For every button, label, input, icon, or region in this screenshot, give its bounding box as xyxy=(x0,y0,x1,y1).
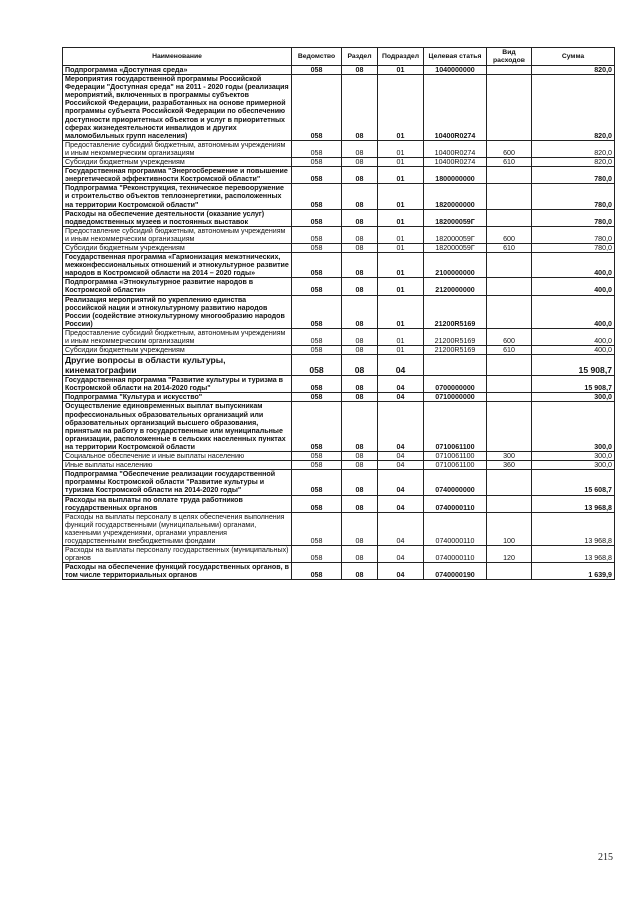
cell-subsection: 01 xyxy=(378,158,424,167)
cell-name: Предоставление субсидий бюджетным, автономным учреждениям и иным некоммерческим организациям xyxy=(63,328,292,345)
cell-target: 182000059Г xyxy=(424,226,487,243)
table-row xyxy=(63,243,615,252)
cell-expense-type: 610 xyxy=(487,243,532,252)
cell-amount: 400,0 xyxy=(532,278,615,295)
cell-subsection: 04 xyxy=(378,512,424,545)
header-expense-type: Вид расходов xyxy=(487,48,532,66)
cell-amount: 400,0 xyxy=(532,346,615,355)
cell-subsection: 04 xyxy=(378,393,424,402)
cell-amount: 15 608,7 xyxy=(532,470,615,495)
cell-name: Социальное обеспечение и иные выплаты населению xyxy=(63,452,292,461)
cell-target xyxy=(424,355,487,376)
cell-expense-type xyxy=(487,402,532,452)
cell-name: Расходы на обеспечение функций государственных органов, в том числе территориальных органов xyxy=(63,563,292,580)
cell-amount: 780,0 xyxy=(532,184,615,209)
cell-amount: 300,0 xyxy=(532,461,615,470)
table-row xyxy=(63,495,615,512)
cell-amount: 15 908,7 xyxy=(532,355,615,376)
cell-name: Другие вопросы в области культуры, кинематографии xyxy=(63,355,292,376)
cell-name: Подпрограмма "Обеспечение реализации государственной программы Костромской области "Развитие культуры и туризма Костромской области на 2014-2020 годы" xyxy=(63,470,292,495)
cell-expense-type: 610 xyxy=(487,346,532,355)
cell-name: Расходы на выплаты по оплате труда работников государственных органов xyxy=(63,495,292,512)
cell-target: 2120000000 xyxy=(424,278,487,295)
cell-name: Государственная программа "Энергосбережение и повышение энергетической эффективности Костромской области" xyxy=(63,167,292,184)
cell-subsection: 01 xyxy=(378,346,424,355)
cell-section: 08 xyxy=(342,226,378,243)
cell-section: 08 xyxy=(342,167,378,184)
cell-amount: 15 908,7 xyxy=(532,376,615,393)
cell-subsection: 01 xyxy=(378,253,424,278)
table-row xyxy=(63,393,615,402)
cell-amount: 300,0 xyxy=(532,452,615,461)
cell-expense-type: 120 xyxy=(487,546,532,563)
table-row xyxy=(63,376,615,393)
cell-target: 0710061100 xyxy=(424,452,487,461)
cell-expense-type xyxy=(487,495,532,512)
cell-target: 182000059Г xyxy=(424,243,487,252)
cell-department: 058 xyxy=(292,140,342,157)
cell-section: 08 xyxy=(342,452,378,461)
cell-expense-type xyxy=(487,376,532,393)
cell-section: 08 xyxy=(342,209,378,226)
cell-subsection: 01 xyxy=(378,226,424,243)
cell-target: 0740000110 xyxy=(424,495,487,512)
cell-target: 21200R5169 xyxy=(424,346,487,355)
cell-department: 058 xyxy=(292,328,342,345)
table-header-row xyxy=(63,48,615,66)
cell-amount: 820,0 xyxy=(532,66,615,75)
cell-subsection: 04 xyxy=(378,355,424,376)
cell-expense-type xyxy=(487,184,532,209)
cell-department: 058 xyxy=(292,461,342,470)
cell-amount: 300,0 xyxy=(532,393,615,402)
cell-target: 2100000000 xyxy=(424,253,487,278)
cell-subsection: 01 xyxy=(378,66,424,75)
cell-subsection: 04 xyxy=(378,376,424,393)
cell-name: Государственная программа "Развитие культуры и туризма в Костромской области на 2014-2020 годы" xyxy=(63,376,292,393)
cell-department: 058 xyxy=(292,184,342,209)
table-row xyxy=(63,167,615,184)
cell-amount: 13 968,8 xyxy=(532,546,615,563)
cell-subsection: 04 xyxy=(378,452,424,461)
cell-target: 21200R5169 xyxy=(424,295,487,328)
cell-target: 1800000000 xyxy=(424,167,487,184)
cell-name: Субсидии бюджетным учреждениям xyxy=(63,158,292,167)
table-row xyxy=(63,158,615,167)
cell-target: 0710000000 xyxy=(424,393,487,402)
header-section: Раздел xyxy=(342,48,378,66)
table-row xyxy=(63,184,615,209)
header-name: Наименование xyxy=(63,48,292,66)
cell-name: Предоставление субсидий бюджетным, автономным учреждениям и иным некоммерческим организациям xyxy=(63,140,292,157)
cell-target: 10400R0274 xyxy=(424,158,487,167)
cell-amount: 780,0 xyxy=(532,209,615,226)
cell-expense-type xyxy=(487,563,532,580)
cell-expense-type xyxy=(487,278,532,295)
cell-amount: 400,0 xyxy=(532,328,615,345)
cell-subsection: 01 xyxy=(378,184,424,209)
cell-target: 0700000000 xyxy=(424,376,487,393)
cell-name: Подпрограмма «Этнокультурное развитие народов в Костромской области» xyxy=(63,278,292,295)
cell-expense-type: 600 xyxy=(487,328,532,345)
cell-section: 08 xyxy=(342,184,378,209)
table-row xyxy=(63,253,615,278)
cell-amount: 820,0 xyxy=(532,75,615,141)
cell-amount: 400,0 xyxy=(532,295,615,328)
cell-expense-type: 100 xyxy=(487,512,532,545)
cell-department: 058 xyxy=(292,346,342,355)
cell-expense-type xyxy=(487,66,532,75)
cell-name: Реализация мероприятий по укреплению единства российской нации и этнокультурному развитию народов России (содействие этнокультурному многообразию народов России) xyxy=(63,295,292,328)
cell-target: 0740000190 xyxy=(424,563,487,580)
cell-amount: 780,0 xyxy=(532,243,615,252)
page-number: 215 xyxy=(598,852,613,863)
cell-section: 08 xyxy=(342,243,378,252)
cell-expense-type: 360 xyxy=(487,461,532,470)
cell-section: 08 xyxy=(342,563,378,580)
cell-expense-type xyxy=(487,253,532,278)
cell-target: 182000059Г xyxy=(424,209,487,226)
cell-target: 10400R0274 xyxy=(424,140,487,157)
table-row xyxy=(63,452,615,461)
cell-department: 058 xyxy=(292,295,342,328)
cell-expense-type: 610 xyxy=(487,158,532,167)
cell-subsection: 01 xyxy=(378,328,424,345)
cell-expense-type xyxy=(487,470,532,495)
table-row xyxy=(63,226,615,243)
cell-department: 058 xyxy=(292,75,342,141)
cell-expense-type xyxy=(487,209,532,226)
table-row xyxy=(63,355,615,376)
cell-target: 1820000000 xyxy=(424,184,487,209)
cell-section: 08 xyxy=(342,66,378,75)
cell-department: 058 xyxy=(292,563,342,580)
cell-section: 08 xyxy=(342,393,378,402)
cell-department: 058 xyxy=(292,209,342,226)
table-row xyxy=(63,75,615,141)
cell-expense-type: 300 xyxy=(487,452,532,461)
cell-target: 0740000000 xyxy=(424,470,487,495)
header-target: Целевая статья xyxy=(424,48,487,66)
budget-page xyxy=(62,47,614,580)
cell-section: 08 xyxy=(342,512,378,545)
cell-department: 058 xyxy=(292,376,342,393)
cell-department: 058 xyxy=(292,546,342,563)
cell-target: 0740000110 xyxy=(424,546,487,563)
cell-department: 058 xyxy=(292,512,342,545)
cell-department: 058 xyxy=(292,158,342,167)
cell-section: 08 xyxy=(342,402,378,452)
cell-department: 058 xyxy=(292,226,342,243)
cell-subsection: 04 xyxy=(378,470,424,495)
cell-department: 058 xyxy=(292,355,342,376)
cell-name: Субсидии бюджетным учреждениям xyxy=(63,243,292,252)
cell-expense-type xyxy=(487,167,532,184)
cell-target: 10400R0274 xyxy=(424,75,487,141)
cell-expense-type xyxy=(487,75,532,141)
cell-expense-type: 600 xyxy=(487,140,532,157)
header-subsection: Подраздел xyxy=(378,48,424,66)
cell-name: Иные выплаты населению xyxy=(63,461,292,470)
cell-section: 08 xyxy=(342,295,378,328)
cell-name: Предоставление субсидий бюджетным, автономным учреждениям и иным некоммерческим организациям xyxy=(63,226,292,243)
cell-amount: 780,0 xyxy=(532,167,615,184)
cell-target: 0740000110 xyxy=(424,512,487,545)
cell-name: Государственная программа «Гармонизация межэтнических, межконфессиональных отношений и этнокультурное развитие народов в Костромской области на 2014 – 2020 годы» xyxy=(63,253,292,278)
cell-subsection: 04 xyxy=(378,495,424,512)
cell-department: 058 xyxy=(292,66,342,75)
cell-section: 08 xyxy=(342,376,378,393)
cell-department: 058 xyxy=(292,402,342,452)
table-row xyxy=(63,563,615,580)
cell-department: 058 xyxy=(292,452,342,461)
cell-name: Расходы на обеспечение деятельности (оказание услуг) подведомственных музеев и постоянных выставок xyxy=(63,209,292,226)
table-row xyxy=(63,461,615,470)
cell-amount: 780,0 xyxy=(532,226,615,243)
cell-section: 08 xyxy=(342,355,378,376)
cell-subsection: 01 xyxy=(378,140,424,157)
table-row xyxy=(63,209,615,226)
cell-subsection: 01 xyxy=(378,209,424,226)
cell-section: 08 xyxy=(342,278,378,295)
table-row xyxy=(63,512,615,545)
cell-amount: 820,0 xyxy=(532,158,615,167)
cell-subsection: 01 xyxy=(378,75,424,141)
cell-department: 058 xyxy=(292,393,342,402)
cell-expense-type: 600 xyxy=(487,226,532,243)
cell-amount: 13 968,8 xyxy=(532,512,615,545)
cell-subsection: 04 xyxy=(378,546,424,563)
cell-subsection: 04 xyxy=(378,563,424,580)
cell-amount: 400,0 xyxy=(532,253,615,278)
table-row xyxy=(63,140,615,157)
cell-name: Расходы на выплаты персоналу в целях обеспечения выполнения функций государственными (муниципальными) органами, казенными учреждениями, органами управления государственными внебюджетными фондами xyxy=(63,512,292,545)
cell-department: 058 xyxy=(292,278,342,295)
cell-target: 1040000000 xyxy=(424,66,487,75)
cell-subsection: 01 xyxy=(378,295,424,328)
cell-amount: 820,0 xyxy=(532,140,615,157)
cell-section: 08 xyxy=(342,495,378,512)
budget-table xyxy=(62,47,615,580)
cell-name: Подпрограмма "Реконструкция, техническое перевооружение и строительство объектов теплоэнергетики, расположенных на территории Костромской области" xyxy=(63,184,292,209)
cell-department: 058 xyxy=(292,167,342,184)
table-row xyxy=(63,346,615,355)
cell-department: 058 xyxy=(292,253,342,278)
cell-department: 058 xyxy=(292,470,342,495)
cell-target: 0710061100 xyxy=(424,402,487,452)
cell-section: 08 xyxy=(342,470,378,495)
cell-name: Расходы на выплаты персоналу государственных (муниципальных) органов xyxy=(63,546,292,563)
table-row xyxy=(63,328,615,345)
cell-subsection: 04 xyxy=(378,402,424,452)
cell-target: 21200R5169 xyxy=(424,328,487,345)
cell-target: 0710061100 xyxy=(424,461,487,470)
cell-amount: 300,0 xyxy=(532,402,615,452)
table-row xyxy=(63,295,615,328)
table-row xyxy=(63,546,615,563)
cell-subsection: 01 xyxy=(378,278,424,295)
cell-section: 08 xyxy=(342,461,378,470)
cell-section: 08 xyxy=(342,75,378,141)
table-row xyxy=(63,402,615,452)
cell-subsection: 04 xyxy=(378,461,424,470)
table-row xyxy=(63,66,615,75)
cell-name: Осуществление единовременных выплат выпускникам профессиональных образовательных организаций или образовательных организаций высшего образования, принятым на работу в государственные или муниципальные организации, расположенные в сельских населенных пунктах на территории Костромской области xyxy=(63,402,292,452)
cell-section: 08 xyxy=(342,158,378,167)
cell-amount: 1 639,9 xyxy=(532,563,615,580)
cell-section: 08 xyxy=(342,346,378,355)
cell-section: 08 xyxy=(342,328,378,345)
cell-name: Подпрограмма "Культура и искусство" xyxy=(63,393,292,402)
cell-section: 08 xyxy=(342,546,378,563)
cell-department: 058 xyxy=(292,243,342,252)
cell-name: Субсидии бюджетным учреждениям xyxy=(63,346,292,355)
cell-expense-type xyxy=(487,393,532,402)
cell-expense-type xyxy=(487,295,532,328)
table-row xyxy=(63,470,615,495)
cell-subsection: 01 xyxy=(378,243,424,252)
cell-section: 08 xyxy=(342,253,378,278)
table-row xyxy=(63,278,615,295)
cell-name: Мероприятия государственной программы Российской Федерации "Доступная среда" на 2011 - 2020 годы (реализация мероприятий, включенных в программы субъектов Российской Федерации, разработанных на основе примерной программы субъекта Российской Федерации по обеспечению доступности приоритетных объектов и услуг в приоритетных сферах жизнедеятельности инвалидов и других маломобильных групп населения) xyxy=(63,75,292,141)
cell-section: 08 xyxy=(342,140,378,157)
header-amount: Сумма xyxy=(532,48,615,66)
cell-name: Подпрограмма «Доступная среда» xyxy=(63,66,292,75)
cell-department: 058 xyxy=(292,495,342,512)
cell-expense-type xyxy=(487,355,532,376)
header-department: Ведомство xyxy=(292,48,342,66)
cell-amount: 13 968,8 xyxy=(532,495,615,512)
cell-subsection: 01 xyxy=(378,167,424,184)
